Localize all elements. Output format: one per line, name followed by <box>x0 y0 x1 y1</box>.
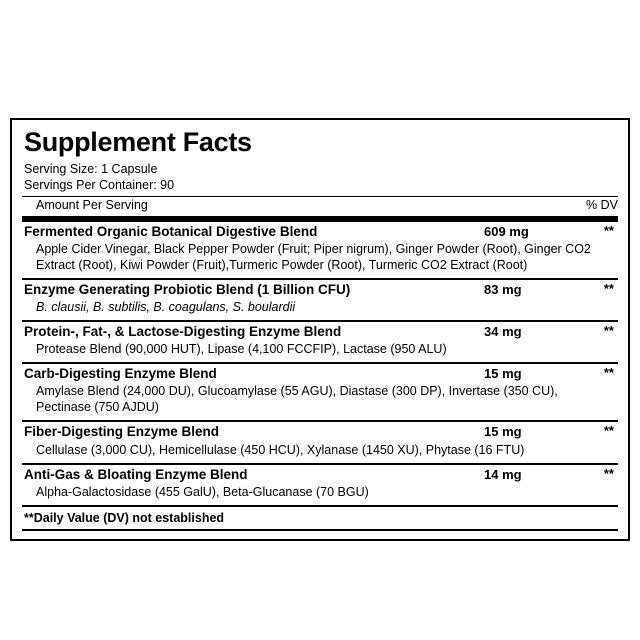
nutrient-dv: ** <box>603 465 614 481</box>
nutrient-heading <box>22 282 618 298</box>
nutrient-row <box>22 465 618 503</box>
nutrient-amount: 14 mg <box>484 466 522 482</box>
nutrient-row <box>22 364 618 418</box>
nutrient-row <box>22 322 618 360</box>
nutrient-amount: 609 mg <box>484 223 529 239</box>
divider-bottom <box>22 529 618 531</box>
nutrient-name: Fiber-Digesting Enzyme Blend <box>24 424 220 440</box>
nutrient-ingredients: Cellulase (3,000 CU), Hemicellulase (450 HCU), Xylanase (1450 XU), Phytase (16 FTU) <box>36 442 525 457</box>
nutrient-row <box>22 280 618 318</box>
nutrient-amount: 15 mg <box>484 366 522 382</box>
nutrient-heading <box>22 324 618 340</box>
nutrient-ingredients: Alpha-Galactosidase (455 GalU), Beta-Glucanase (70 BGU) <box>36 484 369 499</box>
amount-per-serving-label: Amount Per Serving <box>36 197 148 212</box>
nutrient-name: Protein-, Fat-, & Lactose-Digesting Enzyme Blend <box>24 324 342 340</box>
nutrient-ingredients: Apple Cider Vinegar, Black Pepper Powder (Fruit; Piper nigrum), Ginger Powder (Root), Ginger CO2 Extract (Root), Kiwi Powder (Fruit),Turmeric Powder (Root), Turmeric CO2 Extract (Root) <box>36 241 591 272</box>
nutrient-name: Anti-Gas & Bloating Enzyme Blend <box>24 466 248 482</box>
nutrient-name: Carb-Digesting Enzyme Blend <box>24 366 217 382</box>
nutrient-heading <box>22 467 618 483</box>
nutrient-ingredients: B. clausii, B. subtilis, B. coagulans, S. boulardii <box>36 300 296 315</box>
amount-header-row <box>22 197 618 214</box>
nutrient-heading <box>22 224 618 240</box>
nutrient-heading <box>22 366 618 382</box>
nutrient-row <box>22 422 618 460</box>
footnote: **Daily Value (DV) not established <box>24 510 225 525</box>
nutrient-amount: 34 mg <box>484 324 522 340</box>
nutrient-row <box>22 222 618 276</box>
percent-dv-label: % DV <box>586 197 618 212</box>
nutrient-name: Fermented Organic Botanical Digestive Blend <box>24 223 318 239</box>
nutrient-dv: ** <box>603 323 614 339</box>
serving-size: Serving Size: 1 Capsule <box>24 161 158 176</box>
nutrient-heading <box>22 424 618 440</box>
page-title: Supplement Facts <box>24 127 252 157</box>
nutrient-dv: ** <box>603 423 614 439</box>
nutrient-dv: ** <box>603 222 614 238</box>
nutrient-ingredients: Amylase Blend (24,000 DU), Glucoamylase (55 AGU), Diastase (300 DP), Invertase (350 CU), Pectinase (750 AJDU) <box>36 384 558 415</box>
nutrient-ingredients: Protease Blend (90,000 HUT), Lipase (4,100 FCCFIP), Lactase (950 ALU) <box>36 342 447 357</box>
nutrient-amount: 83 mg <box>484 281 522 297</box>
servings-per-container: Servings Per Container: 90 <box>24 177 175 192</box>
supplement-facts-panel <box>10 118 630 541</box>
nutrient-dv: ** <box>603 280 614 296</box>
nutrient-name: Enzyme Generating Probiotic Blend (1 Billion CFU) <box>24 281 351 297</box>
nutrient-dv: ** <box>603 365 614 381</box>
nutrient-amount: 15 mg <box>484 424 522 440</box>
